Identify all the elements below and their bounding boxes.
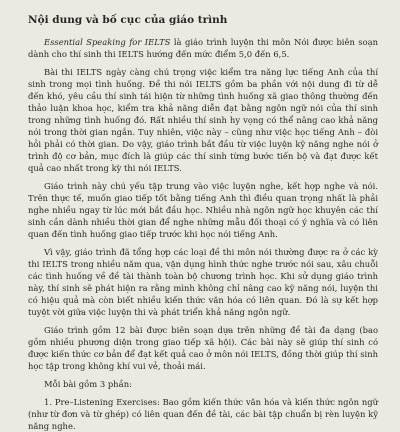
body-paragraph-5: Mỗi bài gồm 3 phần: <box>44 379 132 389</box>
intro-text: là giáo trình luyện thi môn Nói được biên soạn dành cho thí sinh thi IELTS hướng đến mức điểm 5,0 đến 6,5. <box>28 37 379 59</box>
list-item-1: 1. Pre–Listening Exercises: Bao gồm kiến thức văn hóa và kiến thức ngôn ngữ (như từ đơn và từ ghép) có liên quan đến đề tài, các bài tập chuẩn bị rèn luyện kỹ năng nghe. <box>28 397 378 431</box>
intro-paragraph <box>28 36 378 60</box>
book-title: Essential Speaking for IELTS <box>44 37 171 47</box>
body-paragraph-4: Giáo trình gồm 12 bài được biên soạn dựa trên những đề tài đa dạng (bao gồm nhiều phương diện trong giao tiếp xã hội). Các bài này sẽ giúp thí sinh có được kiến thức cơ bản để đạt kết quả cao ở môn nói IELTS, đồng thời giúp thí sinh học tập trong không khí vui vẻ, thoải mái. <box>28 325 378 371</box>
body-paragraph-3: Vì vậy, giáo trình đã tổng hợp các loại đề thi môn nói thường được ra ở các kỳ thi IELTS trong nhiều năm qua, vận dụng hình thức nghe trước nói sau, xâu chuỗi các tình huống về đề tài thành toàn bộ chương trình học. Khi sử dụng giáo trình này, thí sinh sẽ phát hiện ra rằng mình không chỉ nâng cao kỹ năng nói, luyện thi có hiệu quả mà còn biết nhiều kiến thức văn hóa có liên quan. Đó là sự kết hợp tuyệt vời giữa việc luyện thi và phát triển khả năng ngôn ngữ. <box>28 247 378 317</box>
body-paragraph-2: Giáo trình này chú yếu tập trung vào việc luyện nghe, kết hợp nghe và nói. Trên thực tế, muốn giao tiếp tốt bằng tiếng Anh thì điều quan trọng nhất là phải nghe nhiều ngay từ lúc mới bắt đầu học. Nhiều nhà ngôn ngữ học khuyên các thí sinh cần dành nhiều thời gian để nghe những mẫu đối thoại có ý nghĩa và có liên quan đến tình huống giao tiếp trước khi học nói tiếng Anh. <box>28 181 378 239</box>
section-heading: Nội dung và bố cục của giáo trình <box>28 14 228 26</box>
body-paragraph-1: Bài thi IELTS ngày càng chú trọng việc kiểm tra năng lực tiếng Anh của thí sinh trong mọi tình huống. Đề thi nói IELTS gồm ba phần với nội dung đi từ dễ đến khó, yêu cầu thí sinh tái hiện từ những tình huống xã giao thông thường đến thảo luận khoa học, kiểm tra khả năng diễn đạt bằng ngôn ngữ nói của thí sinh trong những tình huống đó. Rất nhiều thí sinh hy vọng có thể nâng cao khả năng nói trong thời gian ngắn. Tuy nhiên, việc này – cũng như việc học tiếng Anh – đòi hỏi phải có thời gian. Do vậy, giáo trình bắt đầu từ việc luyện kỹ năng nghe nói ở trình độ cơ bản, mục đích là giúp các thí sinh từng bước tiến bộ và đạt được kết quả cao nhất trong kỳ thi nói IELTS. <box>28 67 378 173</box>
